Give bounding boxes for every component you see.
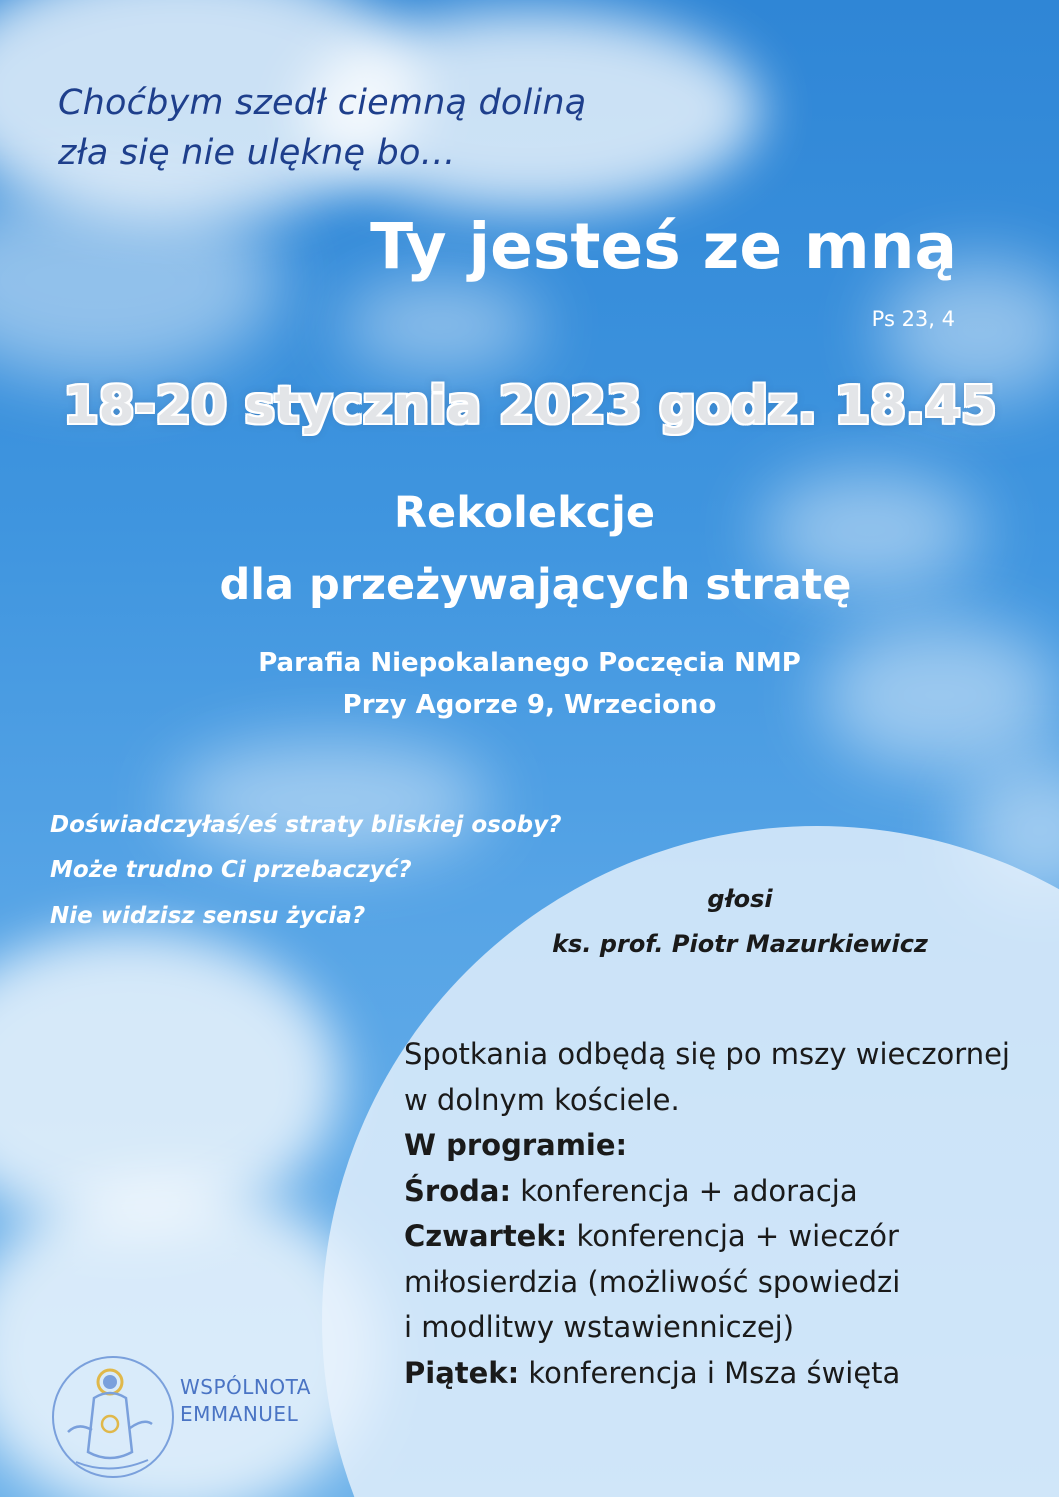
program-day-thursday-cont-1: miłosierdzia (możliwość spowiedzi bbox=[404, 1264, 901, 1299]
headline-line-2 bbox=[0, 560, 1059, 610]
program-day-thursday-cont-2: i modlitwy wstawienniczej) bbox=[404, 1310, 795, 1344]
program-intro-2: w dolnym kościele. bbox=[404, 1082, 680, 1117]
day-text: konferencja i Msza święta bbox=[519, 1355, 901, 1390]
logo-text-line-1: WSPÓLNOTA bbox=[180, 1375, 311, 1399]
headline-line-1-text: Rekolekcje bbox=[393, 488, 656, 538]
poster-title: Ty jesteś ze mną bbox=[370, 210, 957, 283]
speaker-label: głosi bbox=[707, 885, 773, 913]
emmanuel-community-icon bbox=[48, 1352, 178, 1482]
event-date: 18-20 stycznia 2023 godz. 18.45 bbox=[62, 376, 997, 436]
speaker-name: ks. prof. Piotr Mazurkiewicz bbox=[552, 930, 928, 958]
cloud bbox=[340, 280, 540, 370]
day-label: Środa: bbox=[404, 1173, 512, 1208]
psalm-reference: Ps 23, 4 bbox=[871, 307, 955, 331]
question-3: Nie widzisz sensu życia? bbox=[50, 903, 366, 929]
headline-line-2-text: dla przeżywających stratę bbox=[219, 560, 852, 610]
psalm-quote bbox=[58, 78, 758, 178]
cloud bbox=[170, 740, 490, 860]
question-2: Może trudno Ci przebaczyć? bbox=[50, 857, 412, 883]
day-text: konferencja + adoracja bbox=[511, 1173, 858, 1208]
parish-address: Przy Agorze 9, Wrzeciono bbox=[342, 690, 717, 720]
logo-text-line-2: EMMANUEL bbox=[180, 1402, 299, 1426]
question-1: Doświadczyłaś/eś straty bliskiej osoby? bbox=[50, 812, 562, 838]
program-heading-text: W programie: bbox=[404, 1128, 628, 1162]
headline-line-1 bbox=[0, 488, 1059, 538]
program-heading bbox=[404, 1123, 1054, 1169]
program-intro-1: Spotkania odbędą się po mszy wieczornej bbox=[404, 1037, 1010, 1071]
program-day-wednesday bbox=[404, 1169, 1054, 1215]
day-text: konferencja + wieczór bbox=[567, 1219, 899, 1253]
parish-name: Parafia Niepokalanego Poczęcia NMP bbox=[258, 648, 801, 678]
program-day-thursday bbox=[404, 1214, 1054, 1260]
quote-line-1: Choćbym szedł ciemną doliną bbox=[58, 83, 587, 123]
program-day-friday bbox=[404, 1351, 1054, 1397]
day-label: Czwartek: bbox=[404, 1219, 568, 1253]
day-label: Piątek: bbox=[404, 1355, 520, 1390]
program-block bbox=[404, 1032, 1054, 1396]
quote-line-2: zła się nie ulęknę bo… bbox=[58, 133, 456, 173]
